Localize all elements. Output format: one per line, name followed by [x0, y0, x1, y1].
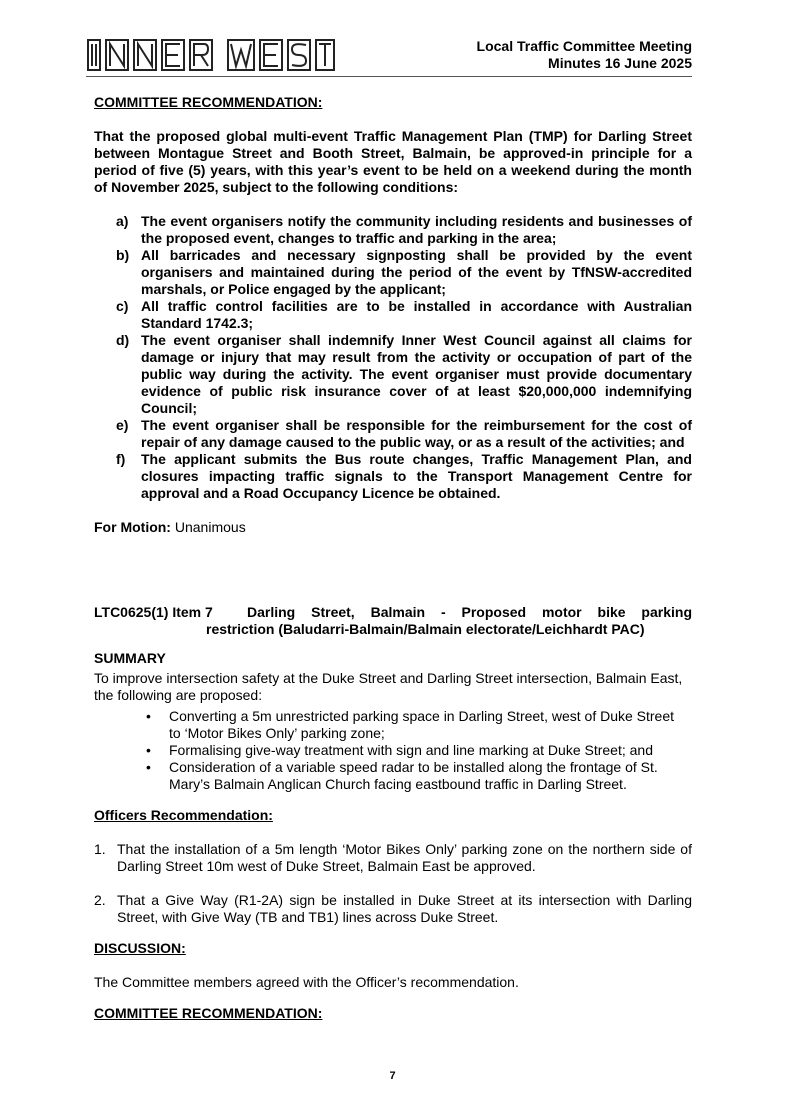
page-header — [86, 34, 692, 82]
summary-bullets — [94, 708, 692, 793]
minutes-date: Minutes 16 June 2025 — [548, 55, 692, 71]
condition-item: b) All barricades and necessary signposting shall be provided by the event organisers and maintained during the period of the event by TfNSW-accredited marshals, or Police engaged by the applicant; — [116, 247, 692, 297]
conditions-list — [94, 213, 692, 502]
recommendation-intro: That the proposed global multi-event Traffic Management Plan (TMP) for Darling Street between Montague Street and Booth Street, Balmain, be approved-in principle for a period of five (5) years, with this year’s event to be held on a weekend during the month of November 2025, subject to the following conditions: — [94, 128, 692, 195]
summary-intro: To improve intersection safety at the Duke Street and Darling Street intersection, Balmain East, the following are proposed: — [94, 670, 683, 703]
discussion-text: The Committee members agreed with the Officer’s recommendation. — [94, 974, 519, 990]
item-number: LTC0625(1) Item 7 — [94, 604, 213, 620]
item-title-line1: Darling Street, Balmain - Proposed motor bike parking — [247, 604, 692, 620]
officers-recommendation-list — [94, 841, 692, 926]
meeting-title: Local Traffic Committee Meeting — [476, 38, 692, 54]
document-body — [94, 94, 692, 1022]
condition-item: e) The event organiser shall be responsible for the reimbursement for the cost of repair of any damage caused to the public way, or as a result of the activities; and — [116, 417, 692, 450]
condition-item: c) All traffic control facilities are to be installed in accordance with Australian Standard 1742.3; — [116, 298, 692, 331]
inner-west-logo — [86, 36, 336, 77]
condition-item: a) The event organisers notify the community including residents and businesses of the proposed event, changes to traffic and parking in the area; — [116, 213, 692, 246]
committee-recommendation-heading: COMMITTEE RECOMMENDATION: — [94, 94, 323, 110]
summary-heading: SUMMARY — [94, 650, 166, 666]
officers-recommendation-heading: Officers Recommendation: — [94, 807, 273, 823]
bullet-item: • Consideration of a variable speed radar to be installed along the frontage of St. Mary’s Balmain Anglican Church facing eastbound traffic in Darling Street. — [146, 759, 658, 792]
logo-wordmark-icon — [86, 36, 336, 72]
condition-item: f) The applicant submits the Bus route changes, Traffic Management Plan, and closures impacting traffic signals to the Transport Management Centre for approval and a Road Occupancy Licence be obtained. — [116, 451, 692, 501]
recommendation-item: 2. That a Give Way (R1-2A) sign be installed in Duke Street at its intersection with Darling Street, with Give Way (TB and TB1) lines across Duke Street. — [94, 892, 692, 925]
for-motion: For Motion: Unanimous — [94, 519, 246, 535]
item-title-line2: restriction (Baludarri-Balmain/Balmain electorate/Leichhardt PAC) — [206, 621, 645, 637]
bullet-item: • Formalising give-way treatment with sign and line marking at Duke Street; and — [146, 742, 653, 758]
bullet-item: • Converting a 5m unrestricted parking space in Darling Street, west of Duke Street to ‘Motor Bikes Only’ parking zone; — [146, 708, 675, 741]
committee-recommendation-heading-2: COMMITTEE RECOMMENDATION: — [94, 1005, 323, 1021]
page-number: 7 — [389, 1070, 396, 1082]
condition-item: d) The event organiser shall indemnify Inner West Council against all claims for damage or injury that may result from the activity or occupation of part of the public way during the activity. The event organiser must provide documentary evidence of public risk insurance cover of at least $20,000,000 indemnifying Council; — [116, 332, 692, 416]
item-heading — [94, 604, 692, 638]
meeting-header-text — [477, 38, 692, 72]
recommendation-item: 1. That the installation of a 5m length ‘Motor Bikes Only’ parking zone on the northern side of Darling Street 10m west of Duke Street, Balmain East be approved. — [94, 841, 692, 874]
header-divider — [86, 76, 692, 77]
discussion-heading: DISCUSSION: — [94, 940, 186, 956]
